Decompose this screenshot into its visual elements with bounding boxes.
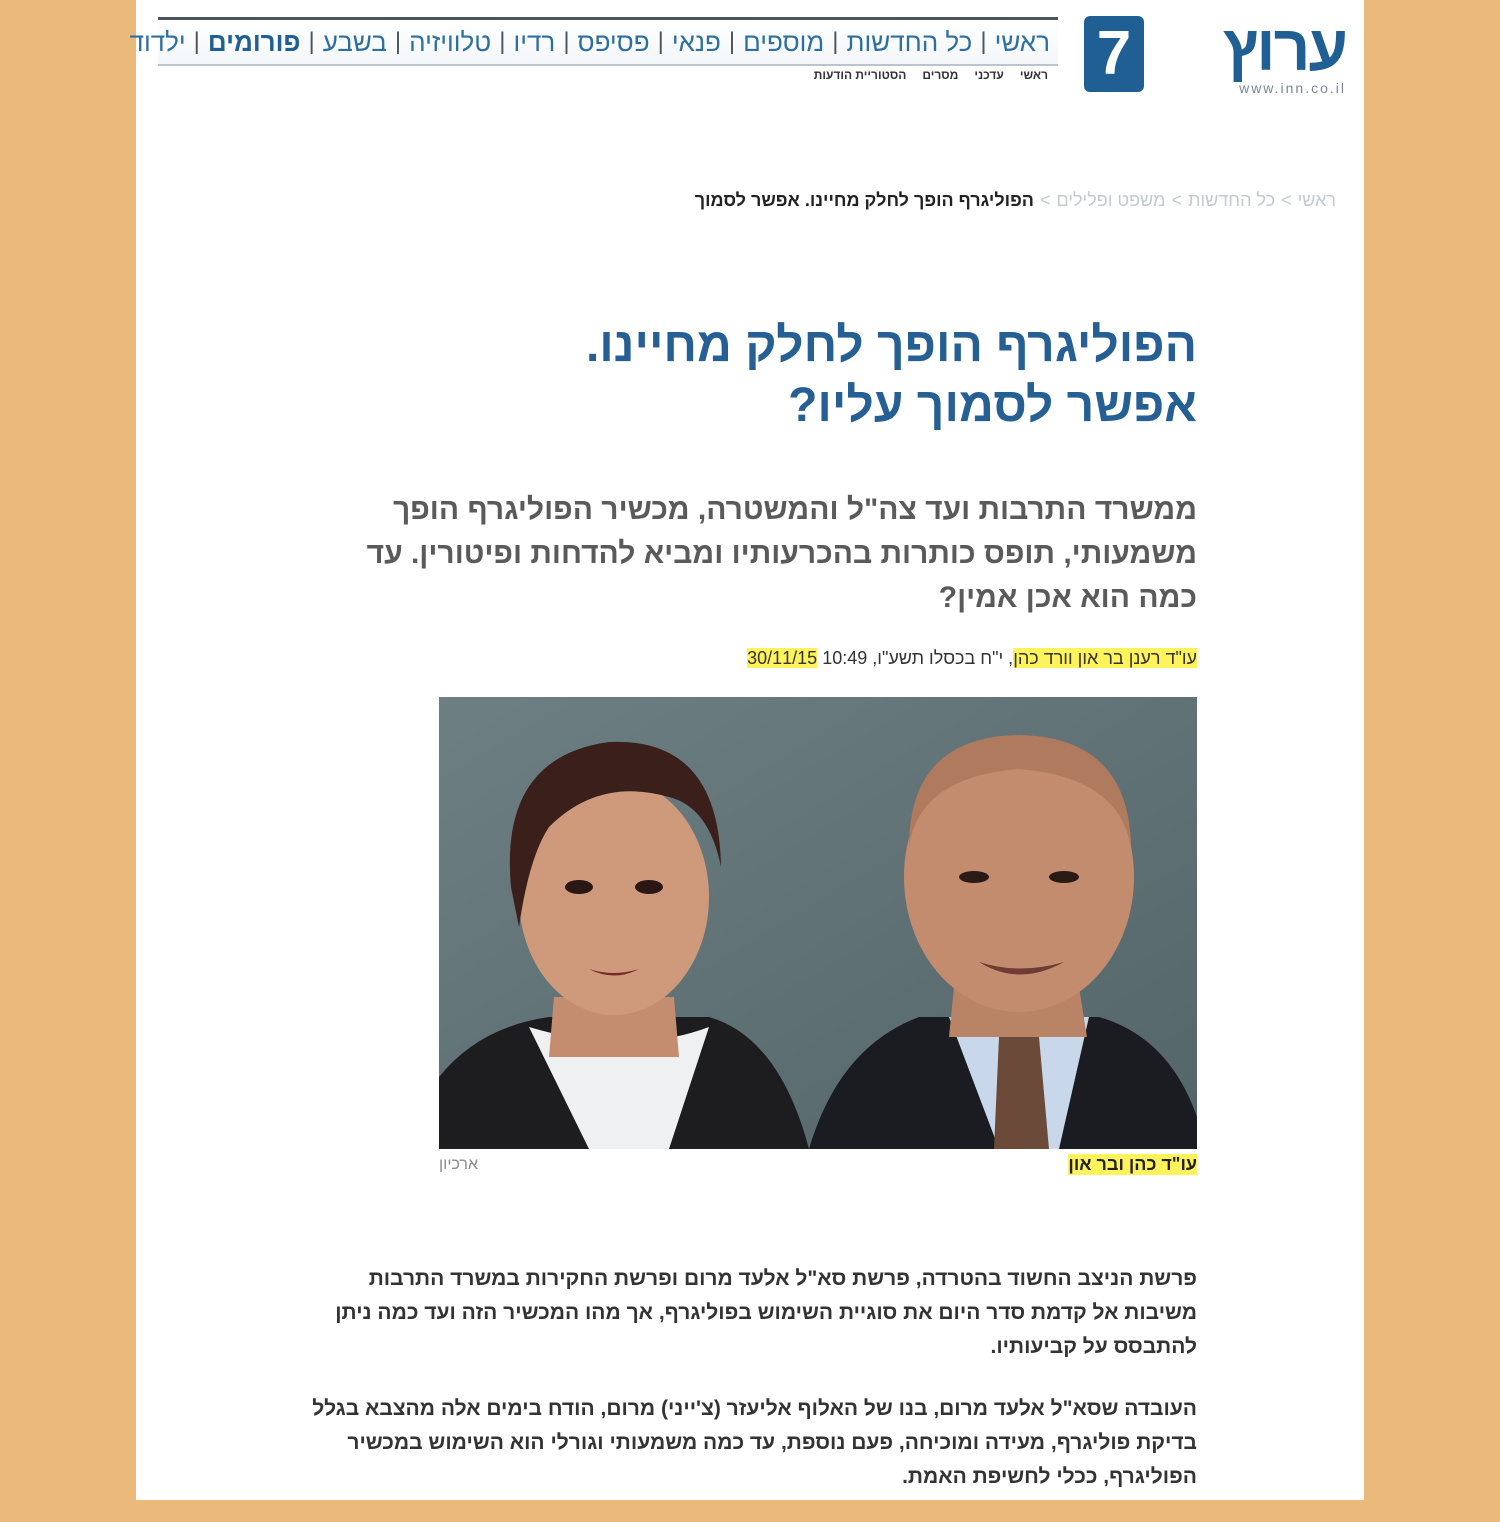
breadcrumb-separator: > xyxy=(1039,190,1051,210)
nav-separator: | xyxy=(832,28,839,55)
logo-url: www.inn.co.il xyxy=(1239,80,1346,96)
nav-item[interactable]: טלוויזיה xyxy=(409,26,492,57)
article-headline xyxy=(317,316,1197,436)
nav-item[interactable]: פנאי xyxy=(671,26,721,57)
article-body xyxy=(307,1262,1197,1522)
nav-separator: | xyxy=(308,28,315,55)
breadcrumb-all-news[interactable]: כל החדשות xyxy=(1188,190,1276,210)
portrait-illustration xyxy=(439,697,1197,1149)
article-page xyxy=(129,0,1364,1500)
nav-separator: | xyxy=(980,28,987,55)
breadcrumb-separator: > xyxy=(1171,190,1182,210)
nav-separator: | xyxy=(563,28,570,55)
breadcrumb-section[interactable]: משפט ופלילים xyxy=(1056,190,1166,210)
nav-item[interactable]: פורומים xyxy=(207,26,301,57)
nav-separator: | xyxy=(394,28,402,55)
nav-separator: | xyxy=(499,28,506,55)
headline-line-2: אפשר לסמוך עליו? xyxy=(788,379,1197,432)
photo-caption-row xyxy=(439,1154,1197,1182)
subnav-item[interactable]: ראשי xyxy=(1019,68,1048,82)
article-subhead: ממשרד התרבות ועד צה"ל והמשטרה, מכשיר הפוליגרף הופך משמעותי, תופס כותרות בהכרעותיו ומביא להדחות ופיטורין. עד כמה הוא אכן אמין? xyxy=(366,493,1197,614)
breadcrumb-current: הפוליגרף הופך לחלק מחיינו. אפשר לסמוך xyxy=(694,190,1034,210)
breadcrumb-home[interactable]: ראשי xyxy=(1297,190,1336,210)
breadcrumb xyxy=(695,190,1336,211)
subnav-item[interactable]: מסרים xyxy=(922,68,959,82)
subnav-item[interactable]: עדכני xyxy=(974,68,1004,82)
photo-credit: ארכיון xyxy=(439,1156,478,1173)
nav-item[interactable]: ילדוד xyxy=(129,26,186,57)
nav-item[interactable]: בשבע xyxy=(322,26,387,57)
logo-number-badge: 7 xyxy=(1084,16,1144,92)
site-logo[interactable] xyxy=(1084,14,1346,98)
byline-date: 30/11/15 xyxy=(747,648,818,668)
article-photo[interactable] xyxy=(439,697,1197,1149)
forum-subnav xyxy=(814,68,1048,82)
article-paragraph: העובדה שסא"ל אלעד מרום, בנו של האלוף אליעזר (צ'ייני) מרום, הודח בימים אלה מהצבא בגלל בדיקת פוליגרף, מעידה ומוכיחה, פעם נוספת, עד כמה משמעותי וגורלי הוא השימוש במכשיר הפוליגרף, ככלי לחשיפת האמת. xyxy=(312,1397,1197,1488)
nav-item[interactable]: ראשי xyxy=(994,26,1050,57)
byline-hebrew-date: , י"ח בכסלו תשע"ו, 10:49 xyxy=(822,648,1014,668)
headline-line-1: הפוליגרף הופך לחלק מחיינו. xyxy=(585,319,1197,372)
article-paragraph: פרשת הניצב החשוד בהטרדה, פרשת סא"ל אלעד מרום ופרשת החקירות במשרד התרבות משיבות אל קדמת סדר היום את סוגיית השימוש בפוליגרף, אך מהו המכשיר הזה ועד כמה ניתן להתבסס על קביעותיו. xyxy=(335,1267,1197,1358)
subnav-item[interactable]: הסטוריית הודעות xyxy=(813,68,907,82)
article-byline xyxy=(747,648,1197,669)
nav-item[interactable]: פסיפס xyxy=(577,26,650,57)
photo-caption: עו"ד כהן ובר און xyxy=(1068,1154,1197,1174)
nav-item[interactable]: רדיו xyxy=(513,26,556,57)
nav-separator: | xyxy=(193,28,200,55)
nav-separator: | xyxy=(728,28,736,55)
logo-wordmark: ערוץ xyxy=(1223,12,1346,84)
byline-authors[interactable]: עו"ד רענן בר און וורד כהן xyxy=(1013,648,1197,668)
nav-item[interactable]: כל החדשות xyxy=(846,26,973,57)
breadcrumb-separator: > xyxy=(1281,190,1292,210)
nav-item[interactable]: מוספים xyxy=(743,26,825,57)
main-nav xyxy=(129,17,1058,66)
nav-separator: | xyxy=(657,28,664,55)
